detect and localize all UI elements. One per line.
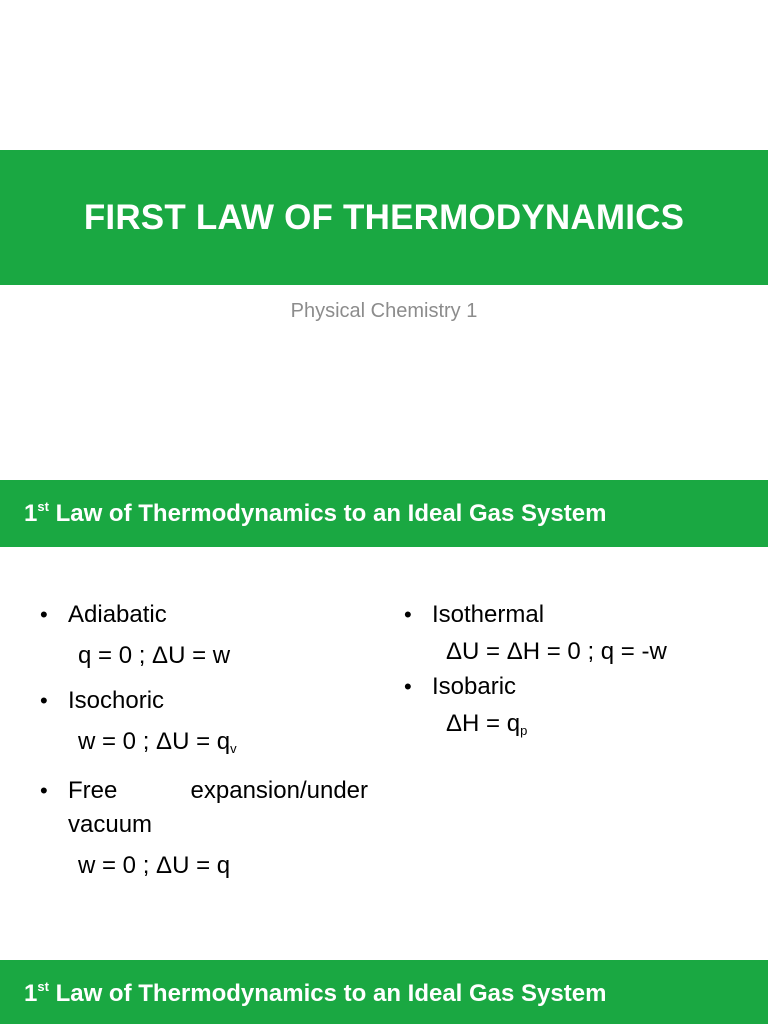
bullet-icon: •	[40, 778, 48, 803]
header-rest: Law of Thermodynamics to an Ideal Gas System	[48, 499, 607, 527]
item-label: Isobaric	[432, 673, 517, 700]
formula-subscript: v	[230, 741, 237, 756]
item-label-word1: Free	[68, 777, 118, 804]
list-item-adiabatic	[40, 600, 380, 634]
slide3-header-text	[0, 980, 606, 1008]
formula-subscript: p	[520, 723, 528, 738]
title-banner	[0, 150, 768, 285]
formula-main: ΔH = q	[446, 710, 521, 737]
formula-isochoric	[40, 720, 380, 776]
formula-free-expansion: w = 0 ; ΔU = q	[78, 852, 231, 879]
item-label-line	[68, 776, 368, 806]
header-rest: Law of Thermodynamics to an Ideal Gas System	[48, 979, 607, 1007]
slide3-header	[0, 960, 768, 1024]
formula-isobaric	[404, 706, 744, 746]
header-superscript: st	[37, 978, 49, 994]
item-label-wrap: vacuum	[68, 811, 153, 838]
header-prefix: 1	[24, 979, 38, 1007]
slide2-header-text	[0, 500, 606, 528]
item-label: Adiabatic	[68, 601, 167, 628]
bullet-icon: •	[404, 602, 412, 627]
bullet-icon: •	[404, 674, 412, 699]
formula-adiabatic: q = 0 ; ΔU = w	[78, 642, 231, 669]
right-column	[404, 600, 744, 746]
item-label-word2: expansion/under	[190, 777, 368, 804]
title-slide	[0, 0, 768, 432]
bullet-icon: •	[40, 602, 48, 627]
header-prefix: 1	[24, 499, 38, 527]
list-item-isobaric	[404, 672, 744, 706]
list-item-isothermal	[404, 600, 744, 634]
slide2-header	[0, 480, 768, 547]
item-label: Isothermal	[432, 601, 545, 628]
list-item-free-expansion	[40, 776, 380, 810]
left-column	[40, 600, 380, 888]
item-label: Isochoric	[68, 687, 165, 714]
bullet-icon: •	[40, 688, 48, 713]
list-item-isochoric	[40, 686, 380, 720]
formula-isothermal: ΔU = ΔH = 0 ; q = -w	[446, 638, 667, 665]
slide-subtitle: Physical Chemistry 1	[290, 300, 478, 322]
formula-main: w = 0 ; ΔU = q	[78, 728, 231, 755]
slide-title: FIRST LAW OF THERMODYNAMICS	[83, 197, 685, 237]
header-superscript: st	[37, 498, 49, 514]
